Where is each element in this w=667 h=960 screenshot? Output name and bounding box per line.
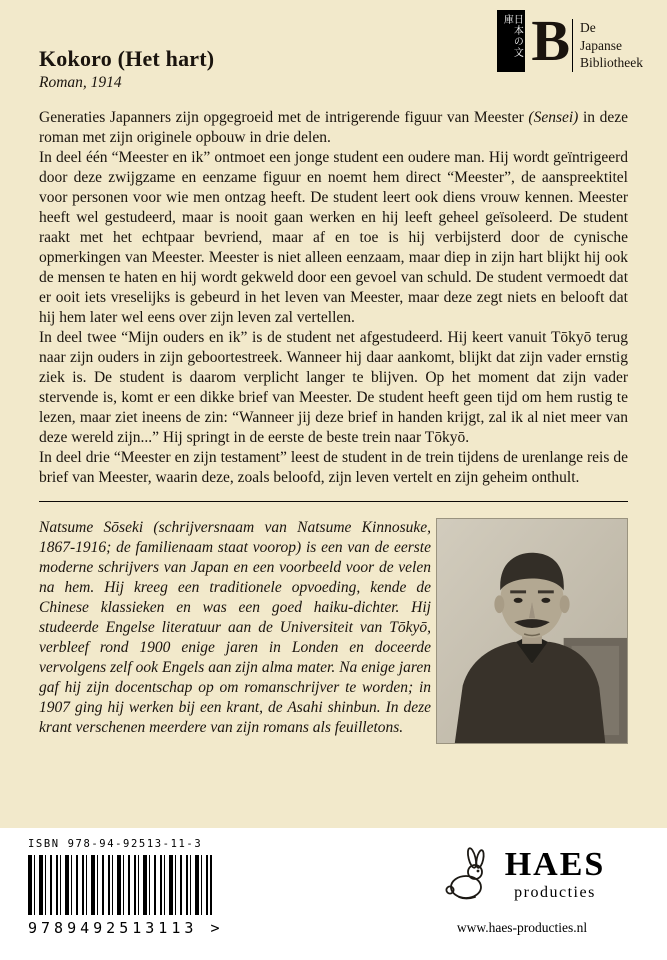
- publisher-logo: [407, 846, 637, 936]
- paragraph-part-one: In deel één “Meester en ik” ontmoet een jonge student een oudere man. Hij wordt geïntrigeerd door deze zwijgzame en eenzame figuur en noemt hem direct “Meester”, de aanspreektitel voor personen voor wie men ontzag heeft. De student leert ook diens vrouw kennen. Meester heeft wel gestudeerd, maar is nooit gaan werken en hij leeft geheel geïsoleerd. De student raakt met het echtpaar bevriend, maar af en toe is hij verbijsterd door de cynische opmerkingen van Meester. Meester is niet alleen eenzaam, maar diep in zijn hart blijkt hij ook de mensen te haten en hij wordt gekweld door een gevoel van schuld. De student vermoedt dat er ooit iets vreselijks is gebeurd in het leven van Meester, maar deze zegt niets en belooft dat hij hem later wel eens over zijn leven zal vertellen.: [39, 149, 628, 326]
- synopsis: [39, 108, 628, 488]
- paragraph-intro: [39, 108, 628, 148]
- japanese-imprint-text: 日本の文庫: [497, 10, 525, 72]
- paragraph-intro-text: in deze roman met zijn originele opbouw in drie delen.: [39, 109, 628, 146]
- barcode-block: [28, 838, 224, 937]
- book-subtitle: Roman, 1914: [39, 74, 122, 91]
- barcode-digits: [28, 919, 224, 937]
- barcode-suffix: >: [210, 919, 224, 937]
- paragraph-part-two: In deel twee “Mijn ouders en ik” is de student net afgestudeerd. Hij keert vanuit Tōkyō terug naar zijn ouders in zijn geboortestreek. Wanneer hij daar aankomt, blijkt dat zijn vader ernstig ziek is. De student is daarom verplicht langer te blijven. Op het moment dat zijn vader stervende is, komt er een dikke brief van Meester. De student heeft geen tijd om hem rustig te lezen, maar ziet ineens de zin: “Wanneer jij deze brief in handen krijgt, zal ik al niet meer van deze wereld zijn...” Hij springt in de eerste de beste trein naar Tōkyō.: [39, 329, 628, 446]
- hare-icon: [439, 846, 497, 904]
- imprint-name-line: Bibliotheek: [580, 55, 643, 71]
- book-title: Kokoro (Het hart): [39, 46, 215, 71]
- paragraph-part-three: In deel drie “Meester en zijn testament” leest de student in de trein tijdens de urenlange reis de brief van Meester, waarin deze, zoals beloofd, zijn leven vertelt en zijn geheim onthult.: [39, 449, 628, 486]
- japanse-bibliotheek-logo: [497, 10, 643, 72]
- imprint-name-line: Japanse: [580, 37, 622, 53]
- isbn-label: ISBN 978-94-92513-11-3: [28, 838, 203, 850]
- natsume-soseki-portrait-illustration: [437, 519, 627, 743]
- divider-rule: [39, 501, 628, 502]
- publisher-subtitle: producties: [514, 884, 596, 901]
- footer-band: [0, 828, 667, 960]
- imprint-b-icon: B: [531, 8, 570, 73]
- paragraph-intro-text: Generaties Japanners zijn opgegroeid met de intrigerende figuur van Meester: [39, 109, 529, 126]
- publisher-website: www.haes-producties.nl: [456, 920, 588, 935]
- sensei-italic: (Sensei): [528, 109, 579, 126]
- author-photo: [436, 518, 628, 744]
- barcode-number: 9789492513113: [28, 919, 198, 937]
- author-bio: Natsume Sōseki (schrijversnaam van Natsume Kinnosuke, 1867-1916; de familienaam staat voorop) is een van de eerste moderne schrijvers van Japan en een voorbeeld voor de velen na hem. Hij kreeg een traditionele opvoeding, kende de Chinese klassieken en was een goed haiku-dichter. Hij studeerde Engelse literatuur aan de Universiteit van Tōkyō, verbleef rond 1900 enige jaren in Londen en doceerde vervolgens zelf ook Engels aan zijn alma mater. Na enige jaren gaf hij zijn docentschap op om romanschrijver te worden; in 1907 ging hij werken bij een krant, de Asahi shinbun. In deze krant verschenen meerdere van zijn romans als feuilletons.: [39, 519, 431, 736]
- author-section: [39, 518, 628, 744]
- barcode-icon: [28, 855, 212, 915]
- imprint-name: [572, 19, 643, 72]
- imprint-name-line: De: [580, 20, 596, 35]
- publisher-name: HAES: [504, 846, 606, 883]
